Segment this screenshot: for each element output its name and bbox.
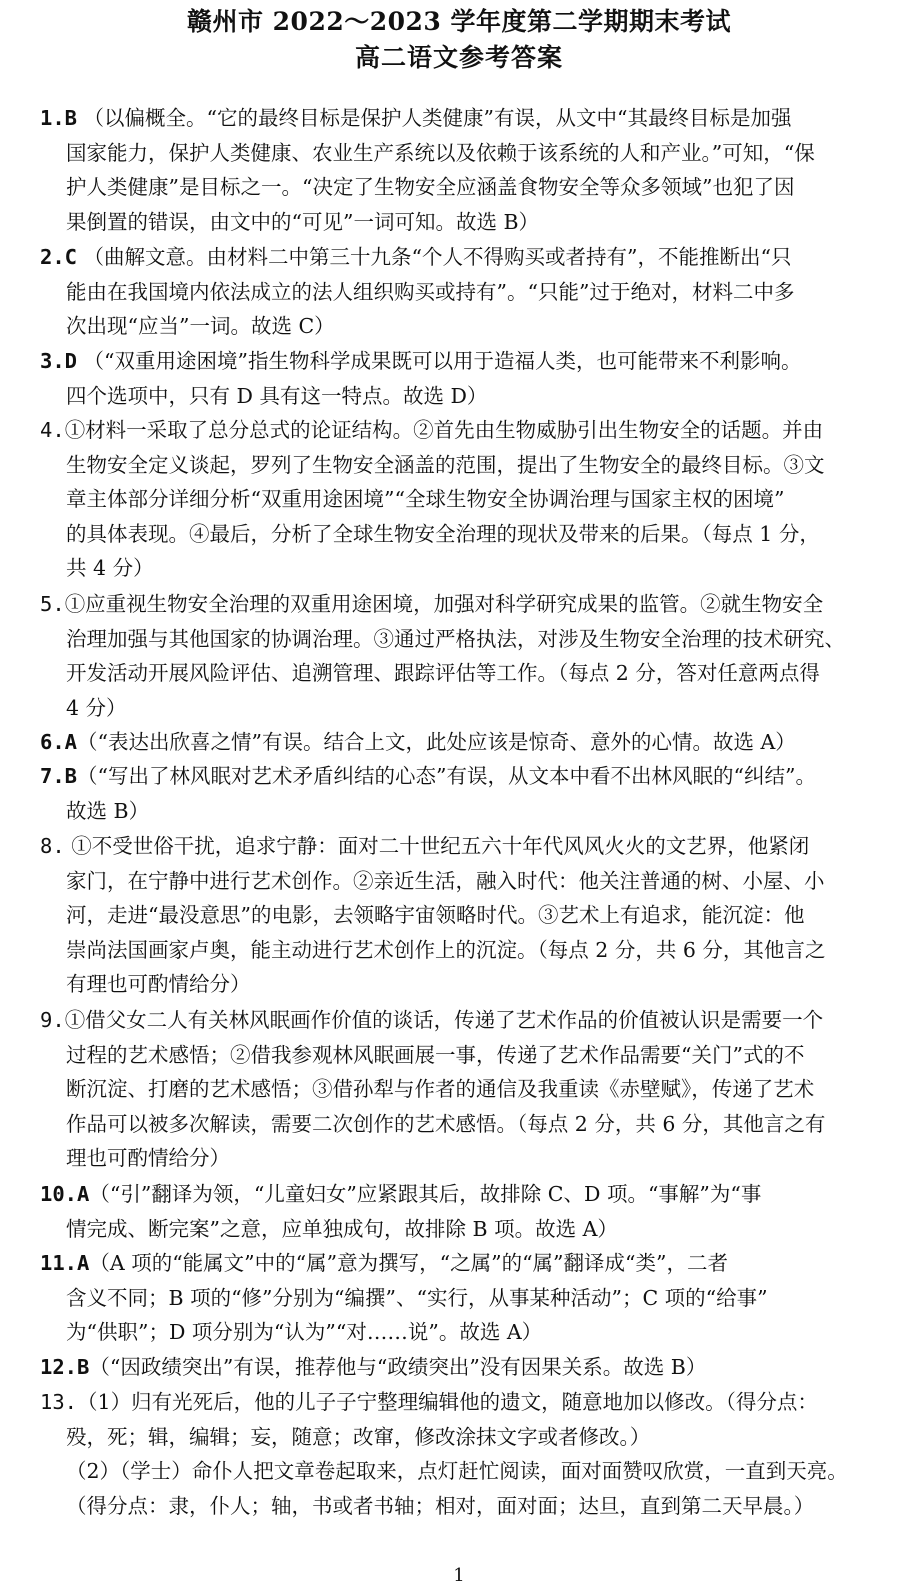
answer-item [30, 1003, 906, 1176]
answer-number: 8. [40, 834, 65, 858]
answer-line [30, 1420, 906, 1455]
answer-number: 2.C [40, 245, 78, 269]
answer-text: ①材料一采取了总分总式的论证结构。②首先由生物威胁引出生物安全的话题。并由 [64, 418, 824, 442]
answer-number: 10.A [40, 1182, 90, 1206]
answer-text: （“双重用途困境”指生物科学成果既可以用于造福人类，也可能带来不利影响。 [77, 349, 802, 373]
answer-line [30, 1107, 906, 1142]
answer-number: 3.D [40, 349, 78, 373]
answer-first-line [30, 101, 906, 136]
answer-text: （“表达出欣喜之情”有误。结合上文，此处应该是惊奇、意外的心情。故选 A） [77, 730, 796, 754]
answer-item [30, 1385, 906, 1523]
answer-number: 9. [40, 1008, 65, 1032]
answer-first-line [30, 587, 906, 622]
answer-text: 有理也可酌情给分） [66, 972, 251, 997]
answer-line [30, 967, 906, 1002]
answer-first-line [30, 1350, 906, 1385]
answer-first-line [30, 829, 906, 864]
answer-text: 过程的艺术感悟；②借我参观林风眠画展一事，传递了艺术作品需要“关门”式的不 [66, 1042, 805, 1067]
answer-item [30, 1350, 906, 1385]
answer-item [30, 1177, 906, 1246]
answer-line [30, 1454, 906, 1489]
answer-item [30, 1246, 906, 1350]
answer-number: 1.B [40, 106, 78, 130]
answer-line [30, 622, 906, 657]
answer-text: （曲解文意。由材料二中第三十九条“个人不得购买或者持有”，不能推断出“只 [77, 245, 792, 269]
answer-line [30, 1489, 906, 1524]
answer-text: 殁，死；辑，编辑；妄，随意；改窜，修改涂抹文字或者修改。） [66, 1424, 651, 1449]
document-title: 赣州市 2022～2023 学年度第二学期期末考试 [186, 7, 732, 36]
answer-text: 作品可以被多次解读，需要二次创作的艺术感悟。（每点 2 分，共 6 分，其他言之有 [66, 1111, 826, 1136]
answer-line [30, 551, 906, 586]
answer-first-line [30, 1003, 906, 1038]
answer-line [30, 275, 906, 310]
answer-item [30, 240, 906, 344]
answer-item [30, 725, 906, 760]
answer-first-line [30, 759, 906, 794]
answer-text: 国家能力，保护人类健康、农业生产系统以及依赖于该系统的人和产业。”可知，“保 [66, 140, 815, 165]
answer-text: （A 项的“能属文”中的“属”意为撰写，“之属”的“属”翻译成“类”，二者 [89, 1251, 728, 1275]
answer-text: （“因政绩突出”有误，推荐他与“政绩突出”没有因果关系。故选 B） [89, 1355, 707, 1379]
answer-text: 生物安全定义谈起，罗列了生物安全涵盖的范围，提出了生物安全的最终目标。③文 [66, 452, 825, 477]
answer-text: （“引”翻译为领，“儿童妇女”应紧跟其后，故排除 C、D 项。“事解”为“事 [89, 1182, 762, 1206]
answer-first-line [30, 413, 906, 448]
answer-line [30, 309, 906, 344]
answer-text: 家门，在宁静中进行艺术创作。②亲近生活，融入时代：他关注普通的树、小屋、小 [66, 868, 825, 893]
answer-text: 为“供职”；D 项分别为“认为”“对……说”。故选 A） [66, 1320, 543, 1345]
answer-number: 4. [40, 418, 65, 442]
answer-line [30, 864, 906, 899]
answer-line [30, 1072, 906, 1107]
answer-text: （1）归有光死后，他的儿子子宁整理编辑他的遗文，随意地加以修改。（得分点： [77, 1390, 818, 1414]
answer-number: 7.B [40, 764, 78, 788]
answer-line [30, 1038, 906, 1073]
answer-number: 6.A [40, 730, 78, 754]
answer-text: 章主体部分详细分析“双重用途困境”“全球生物安全协调治理与国家主权的困境” [66, 487, 785, 512]
answer-line [30, 379, 906, 414]
answer-item [30, 829, 906, 1002]
answer-first-line [30, 725, 906, 760]
answer-text: 断沉淀、打磨的艺术感悟；③借孙犁与作者的通信及我重读《赤壁赋》，传递了艺术 [66, 1077, 815, 1102]
answer-number: 5. [40, 592, 65, 616]
answer-text: 4 分） [66, 695, 127, 720]
answer-first-line [30, 344, 906, 379]
answer-line [30, 170, 906, 205]
answer-line [30, 1212, 906, 1247]
answer-line [30, 136, 906, 171]
page-number: 1 [453, 1565, 465, 1586]
document-subtitle: 高二语文参考答案 [354, 43, 563, 72]
answer-item [30, 759, 906, 828]
answer-text: 崇尚法国画家卢奥，能主动进行艺术创作上的沉淀。（每点 2 分，共 6 分，其他言之 [66, 937, 826, 962]
answer-text: （“写出了林风眠对艺术矛盾纠结的心态”有误，从文本中看不出林风眠的“纠结”。 [77, 764, 816, 788]
answer-text: （得分点：隶，仆人；轴，书或者书轴；相对，面对面；达旦，直到第二天早晨。） [66, 1493, 815, 1518]
answer-number: 12.B [40, 1355, 90, 1379]
answer-line [30, 1315, 906, 1350]
answer-number: 13. [40, 1390, 78, 1414]
answer-text: 情完成、断完案”之意，应单独成句，故排除 B 项。故选 A） [66, 1216, 618, 1241]
answer-number: 11.A [40, 1251, 90, 1275]
answer-item [30, 101, 906, 239]
answer-item [30, 413, 906, 586]
answer-first-line [30, 240, 906, 275]
answer-line [30, 205, 906, 240]
answer-text: ①借父女二人有关林风眠画作价值的谈话，传递了艺术作品的价值被认识是需要一个 [64, 1008, 824, 1032]
answer-text: 开发活动开展风险评估、追溯管理、跟踪评估等工作。（每点 2 分，答对任意两点得 [66, 661, 820, 686]
answer-line [30, 1281, 906, 1316]
answer-text: （2）（学士）命仆人把文章卷起取来，点灯赶忙阅读，面对面赞叹欣赏，一直到天亮。 [66, 1459, 848, 1484]
answer-first-line [30, 1177, 906, 1212]
answer-first-line [30, 1385, 906, 1420]
answer-item [30, 344, 906, 413]
answer-text: 治理加强与其他国家的协调治理。③通过严格执法，对涉及生物安全治理的技术研究、 [66, 626, 845, 651]
answer-text: 理也可酌情给分） [66, 1146, 230, 1171]
answer-line [30, 656, 906, 691]
answer-line [30, 517, 906, 552]
answer-line [30, 933, 906, 968]
answer-text: 果倒置的错误，由文中的“可见”一词可知。故选 B） [66, 209, 540, 234]
answer-first-line [30, 1246, 906, 1281]
answer-line [30, 448, 906, 483]
answer-text: 护人类健康”是目标之一。“决定了生物安全应涵盖食物安全等众多领域”也犯了因 [66, 175, 795, 200]
answer-text: 故选 B） [66, 798, 150, 823]
answer-line [30, 1141, 906, 1176]
answer-text: ①不受世俗干扰，追求宁静：面对二十世纪五六十年代风风火火的文艺界，他紧闭 [64, 834, 810, 858]
answer-text: （以偏概全。“它的最终目标是保护人类健康”有误，从文中“其最终目标是加强 [77, 106, 792, 130]
answer-item [30, 587, 906, 725]
answer-line [30, 898, 906, 933]
answer-text: 共 4 分） [66, 556, 154, 581]
answer-text: 含义不同；B 项的“修”分别为“编撰”、“实行，从事某种活动”；C 项的“给事” [66, 1285, 768, 1310]
answer-line [30, 691, 906, 726]
answer-text: 次出现“应当”一词。故选 C） [66, 314, 335, 339]
answer-text: 的具体表现。④最后，分析了全球生物安全治理的现状及带来的后果。（每点 1 分， [66, 521, 820, 546]
answer-text: 四个选项中，只有 D 具有这一特点。故选 D） [66, 383, 488, 408]
answer-line [30, 794, 906, 829]
answer-line [30, 482, 906, 517]
answer-text: 河，走进“最没意思”的电影，去领略宇宙领略时代。③艺术上有追求，能沉淀：他 [66, 903, 805, 928]
answer-text: 能由在我国境内依法成立的法人组织购买或持有”。“只能”过于绝对，材料二中多 [66, 279, 795, 304]
answer-text: ①应重视生物安全治理的双重用途困境，加强对科学研究成果的监管。②就生物安全 [64, 592, 824, 616]
